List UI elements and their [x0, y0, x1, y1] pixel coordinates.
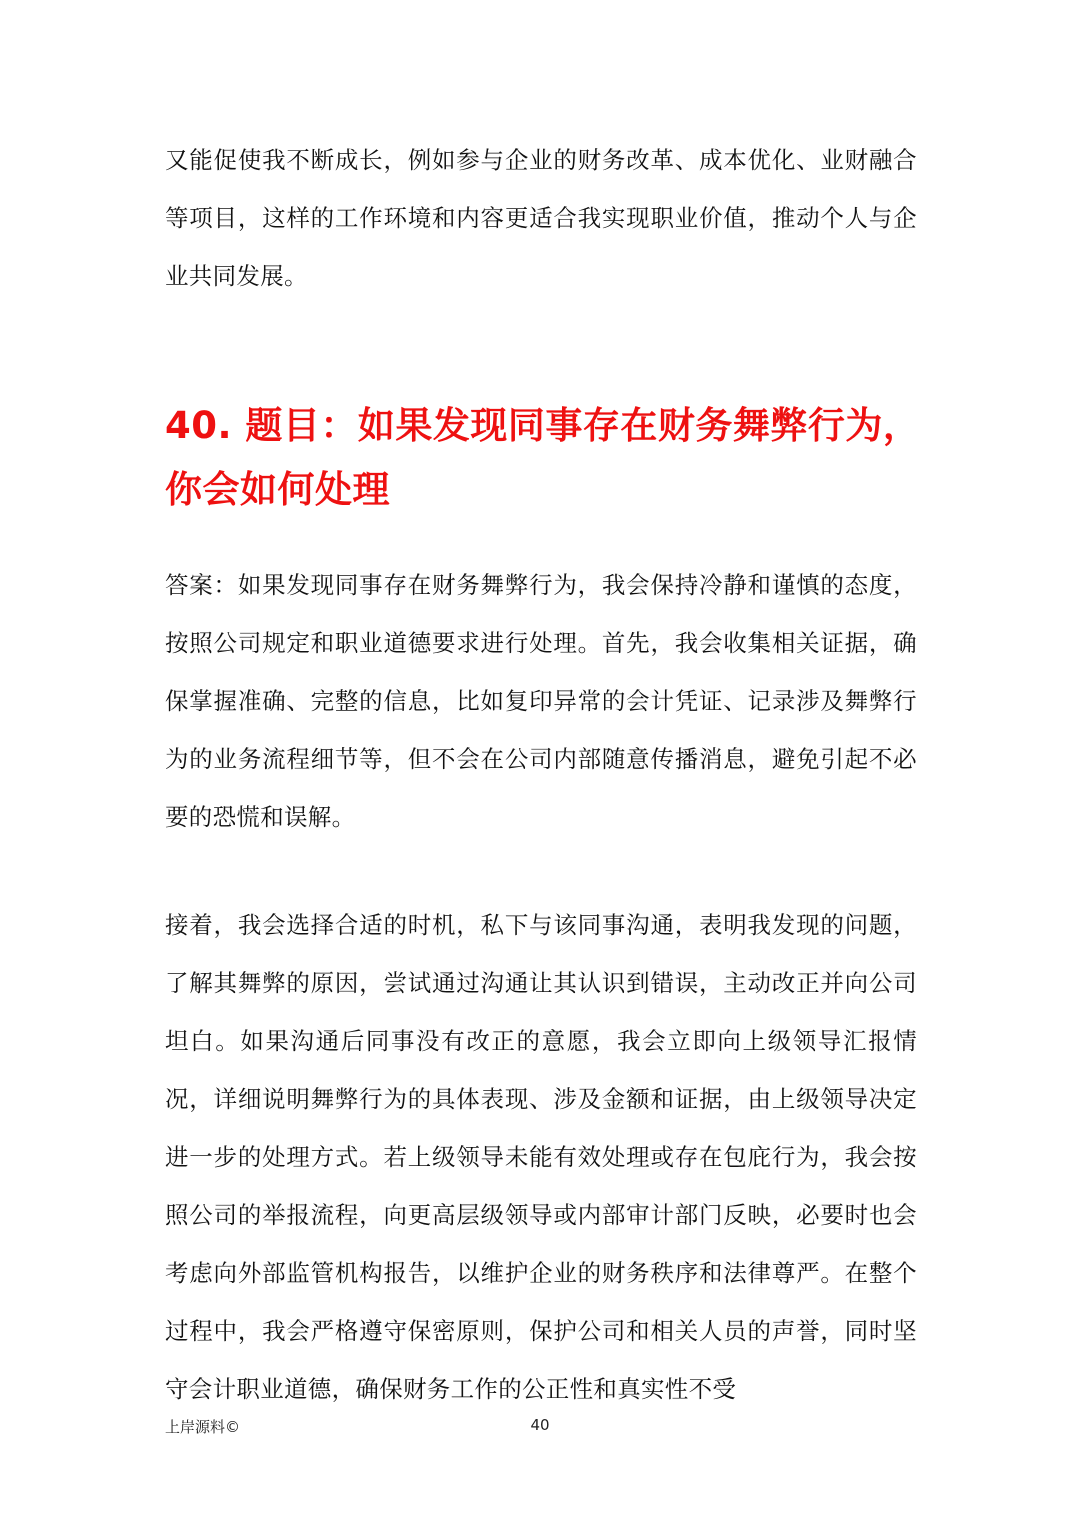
question-heading: 40. 题目：如果发现同事存在财务舞弊行为，你会如何处理 — [165, 404, 921, 511]
footer-page-number: 40 — [530, 1416, 550, 1434]
intro-paragraph: 又能促使我不断成长，例如参与企业的财务改革、成本优化、业财融合等项目，这样的工作环境和内容更适合我实现职业价值，推动个人与企业共同发展。 — [165, 146, 917, 290]
followup-paragraph: 接着，我会选择合适的时机，私下与该同事沟通，表明我发现的问题，了解其舞弊的原因，尝试通过沟通让其认识到错误，主动改正并向公司坦白。如果沟通后同事没有改正的意愿，我会立即向上级领导汇报情况，详细说明舞弊行为的具体表现、涉及金额和证据，由上级领导决定进一步的处理方式。若上级领导未能有效处理或存在包庇行为，我会按照公司的举报流程，向更高层级领导或内部审计部门反映，必要时也会考虑向外部监管机构报告，以维护企业的财务秩序和法律尊严。在整个过程中，我会严格遵守保密原则，保护公司和相关人员的声誉，同时坚守会计职业道德，确保财务工作的公正性和真实性不受 — [165, 911, 917, 1403]
footer-source-label: 上岸源料© — [165, 1418, 241, 1436]
answer-paragraph: 答案：如果发现同事存在财务舞弊行为，我会保持冷静和谨慎的态度，按照公司规定和职业道德要求进行处理。首先，我会收集相关证据，确保掌握准确、完整的信息，比如复印异常的会计凭证、记录涉及舞弊行为的业务流程细节等，但不会在公司内部随意传播消息，避免引起不必要的恐慌和误解。 — [165, 571, 917, 831]
